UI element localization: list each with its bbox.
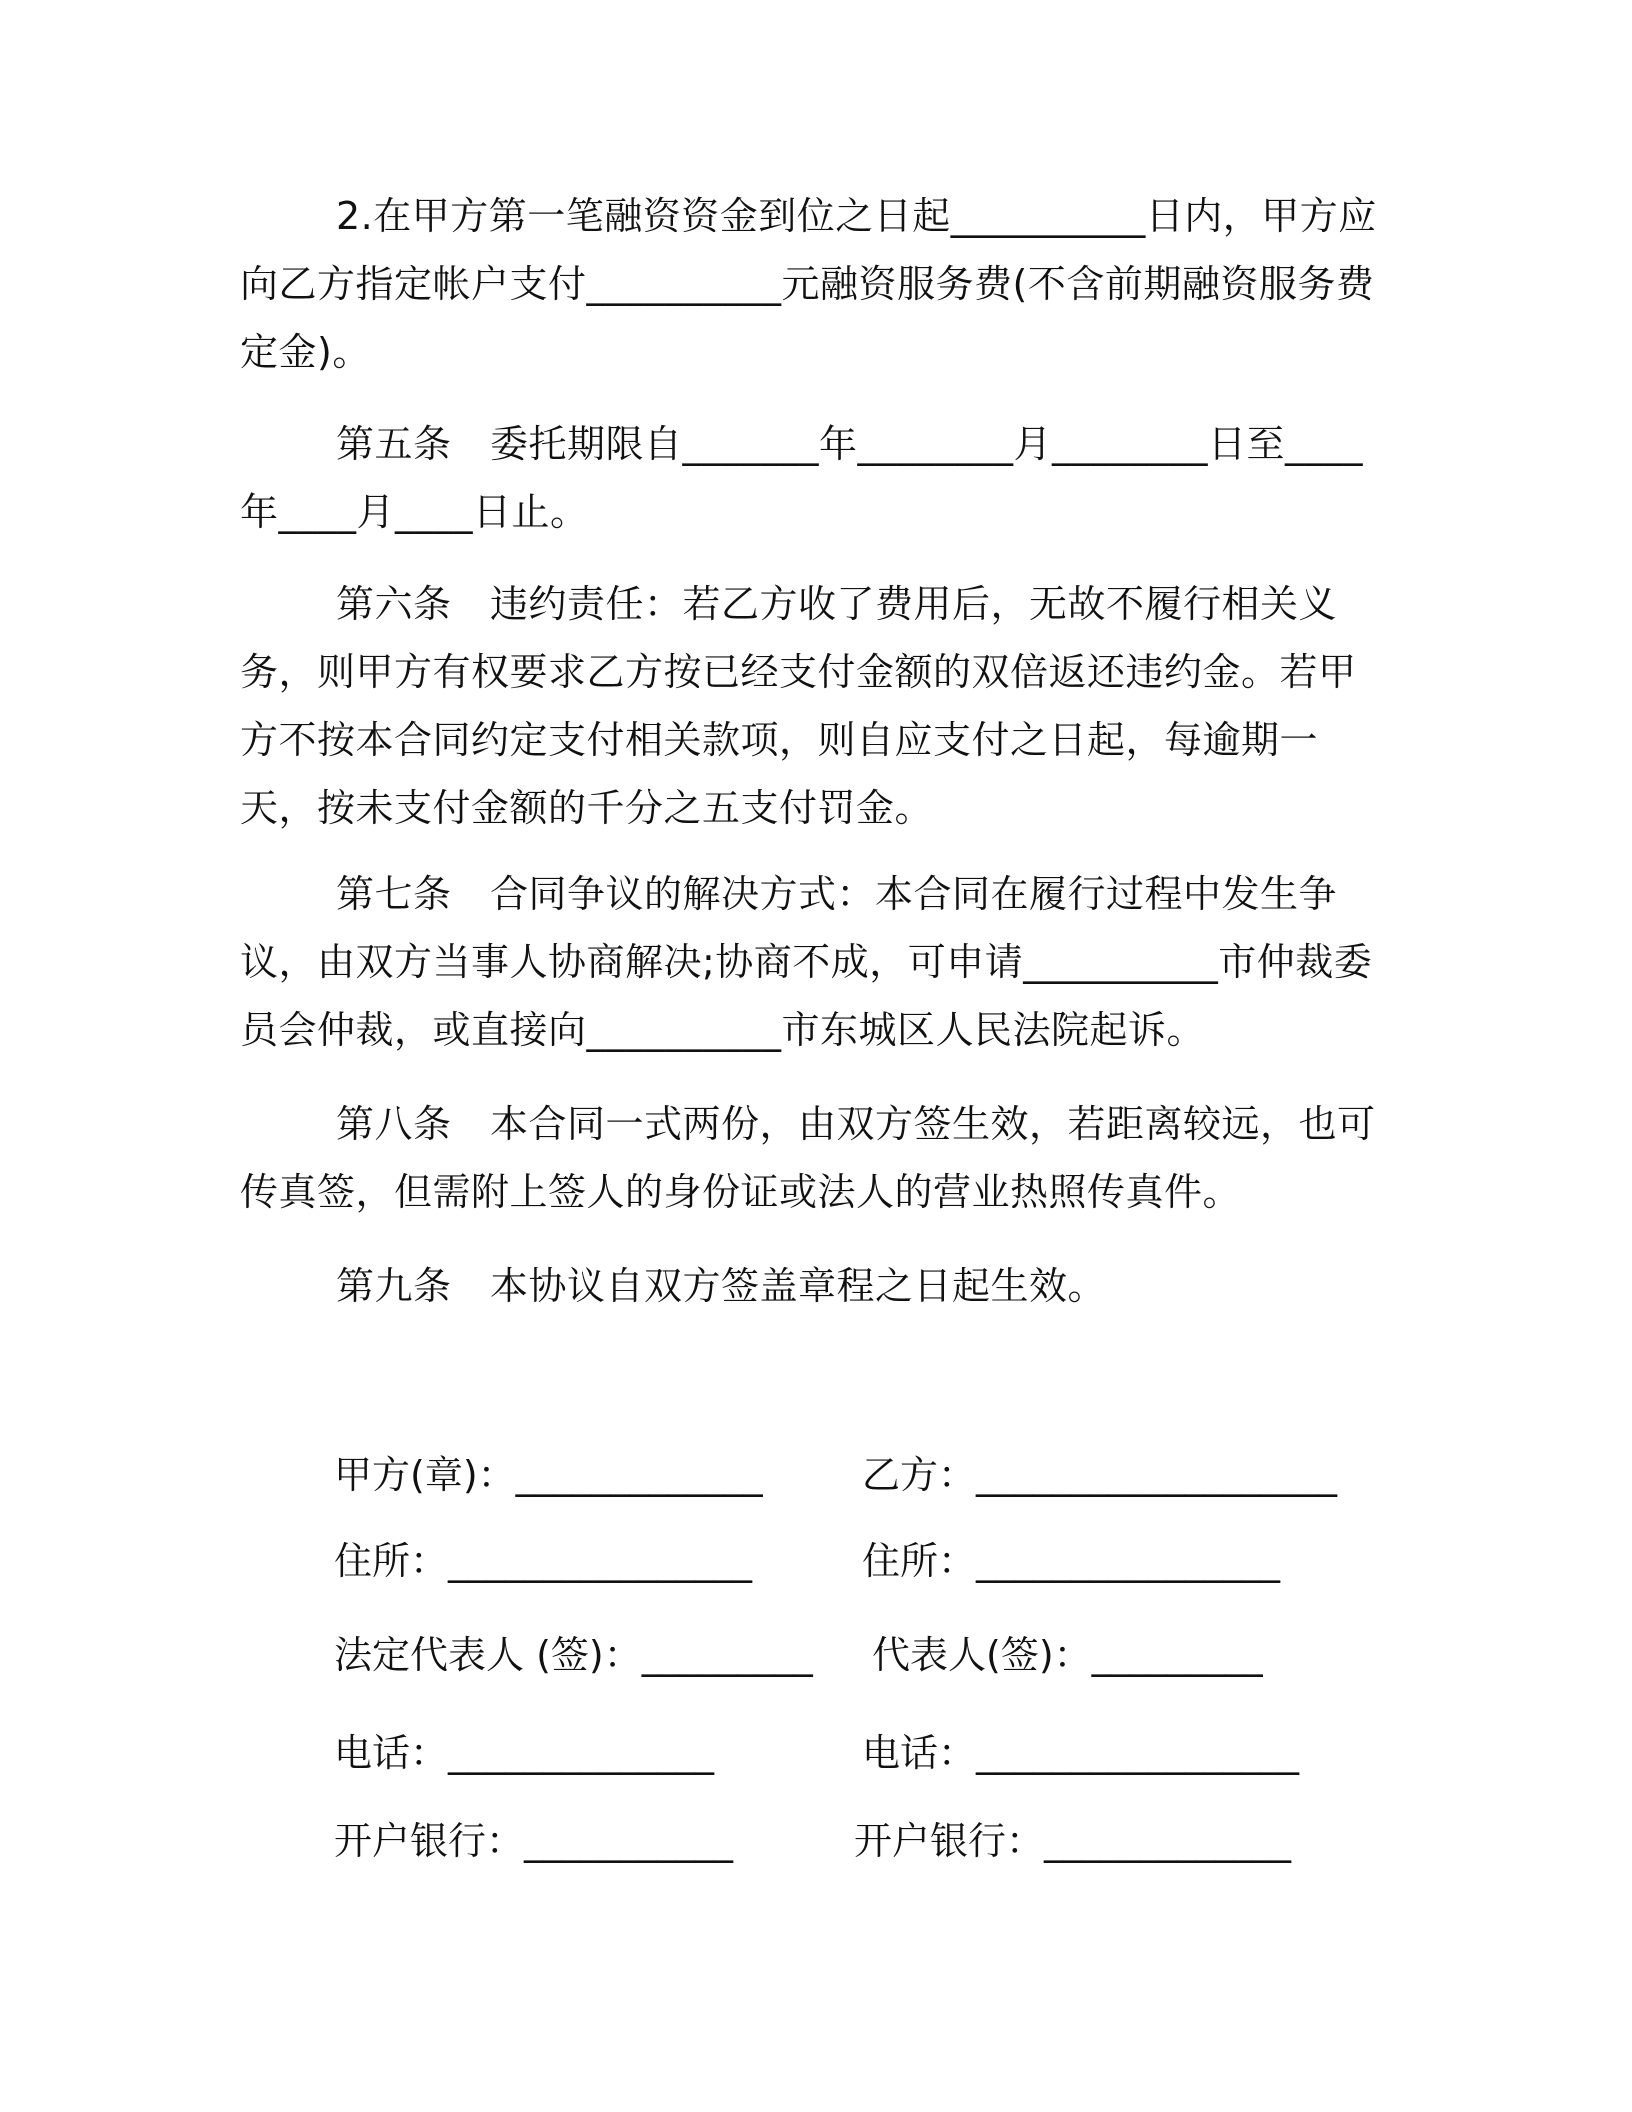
clause-7-dispute-resolution: 第七条 合同争议的解决方式：本合同在履行过程中发生争议，由双方当事人协商解决;协商不成，可申请__________市仲裁委员会仲裁，或直接向__________市东城区人民法院起诉。: [240, 872, 1373, 1052]
party-b-representative-line: 代表人(签)：_________: [872, 1633, 1263, 1677]
party-a-phone-line: 电话：______________: [334, 1731, 715, 1775]
clause-5-entrustment-period: 第五条 委托期限自_______年________月________日至____年____月____日止。: [240, 422, 1364, 534]
clause-8-copies: 第八条 本合同一式两份，由双方签生效，若距离较远，也可传真签，但需附上签人的身份证或法人的营业热照传真件。: [240, 1102, 1376, 1214]
party-b-phone-line: 电话：_________________: [862, 1731, 1300, 1775]
party-b-line: 乙方：___________________: [862, 1453, 1338, 1497]
party-b-bank-line: 开户银行：_____________: [854, 1819, 1292, 1863]
party-a-address-line: 住所：________________: [334, 1539, 753, 1583]
party-b-address-line: 住所：________________: [862, 1539, 1281, 1583]
party-a-representative-line: 法定代表人 (签)：_________: [334, 1633, 813, 1677]
party-a-seal-line: 甲方(章)：_____________: [334, 1453, 763, 1497]
party-a-bank-line: 开户银行：___________: [334, 1819, 734, 1863]
clause-9-effective: 第九条 本协议自双方签盖章程之日起生效。: [336, 1264, 1107, 1308]
clause-financing-fee: 2.在甲方第一笔融资资金到位之日起__________日内，甲方应向乙方指定帐户支付__________元融资服务费(不含前期融资服务费定金)。: [240, 194, 1377, 374]
clause-6-liability: 第六条 违约责任：若乙方收了费用后，无故不履行相关义务，则甲方有权要求乙方按已经支付金额的双倍返还违约金。若甲方不按本合同约定支付相关款项，则自应支付之日起，每逾期一天，按未支付金额的千分之五支付罚金。: [240, 582, 1357, 830]
